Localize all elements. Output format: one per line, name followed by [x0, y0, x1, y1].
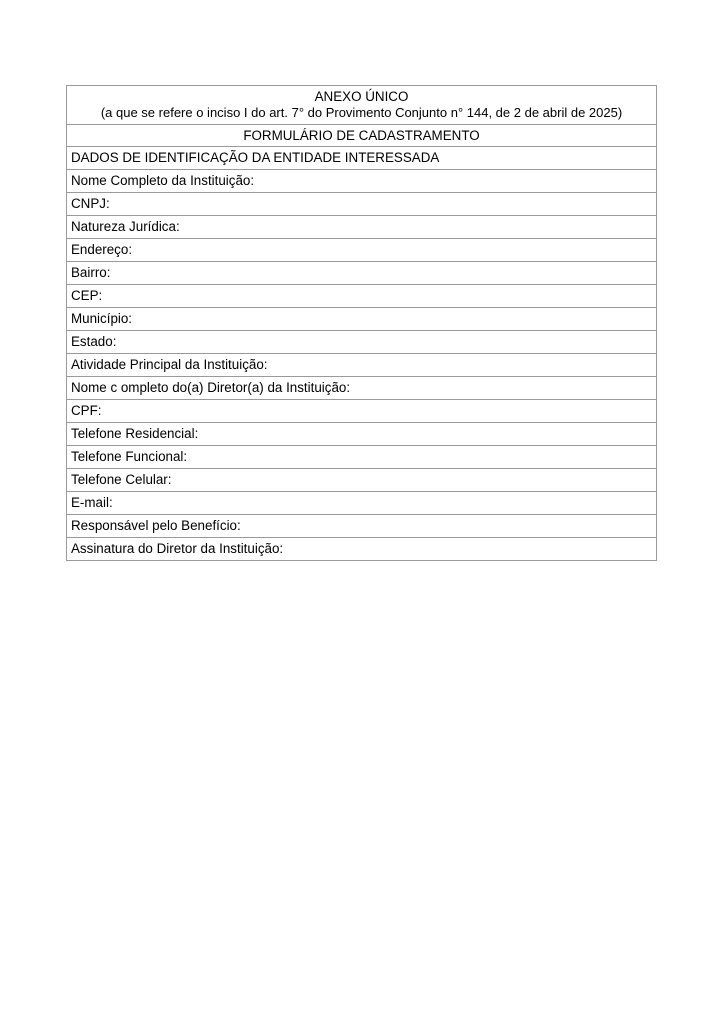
form-title-row — [67, 125, 657, 147]
form-field-row — [67, 423, 657, 446]
form-field-row — [67, 285, 657, 308]
field-cep[interactable]: CEP: — [67, 285, 657, 308]
annex-header-row — [67, 86, 657, 125]
form-field-row — [67, 331, 657, 354]
field-institution-name[interactable]: Nome Completo da Instituição: — [67, 170, 657, 193]
form-field-row — [67, 354, 657, 377]
field-neighborhood[interactable]: Bairro: — [67, 262, 657, 285]
field-cnpj[interactable]: CNPJ: — [67, 193, 657, 216]
field-director-name[interactable]: Nome c ompleto do(a) Diretor(a) da Instituição: — [67, 377, 657, 400]
field-main-activity[interactable]: Atividade Principal da Instituição: — [67, 354, 657, 377]
form-title: FORMULÁRIO DE CADASTRAMENTO — [67, 125, 657, 147]
field-home-phone[interactable]: Telefone Residencial: — [67, 423, 657, 446]
annex-title: ANEXO ÚNICO — [314, 89, 409, 104]
form-field-row — [67, 538, 657, 561]
field-director-signature[interactable]: Assinatura do Diretor da Instituição: — [67, 538, 657, 561]
form-field-row — [67, 262, 657, 285]
form-field-row — [67, 446, 657, 469]
form-field-row — [67, 239, 657, 262]
section-title: DADOS DE IDENTIFICAÇÃO DA ENTIDADE INTERESSADA — [67, 147, 657, 170]
form-field-row — [67, 492, 657, 515]
form-field-row — [67, 308, 657, 331]
annex-header-cell — [67, 86, 657, 125]
field-municipality[interactable]: Município: — [67, 308, 657, 331]
annex-subtitle: (a que se refere o inciso I do art. 7° do Provimento Conjunto n° 144, de 2 de abril de 2025) — [100, 105, 623, 120]
field-state[interactable]: Estado: — [67, 331, 657, 354]
registration-form-table — [66, 85, 657, 561]
form-field-row — [67, 216, 657, 239]
form-field-row — [67, 400, 657, 423]
section-title-row — [67, 147, 657, 170]
form-field-row — [67, 377, 657, 400]
form-field-row — [67, 515, 657, 538]
form-field-row — [67, 469, 657, 492]
field-address[interactable]: Endereço: — [67, 239, 657, 262]
field-work-phone[interactable]: Telefone Funcional: — [67, 446, 657, 469]
field-cell-phone[interactable]: Telefone Celular: — [67, 469, 657, 492]
field-email[interactable]: E-mail: — [67, 492, 657, 515]
field-legal-nature[interactable]: Natureza Jurídica: — [67, 216, 657, 239]
field-benefit-responsible[interactable]: Responsável pelo Benefício: — [67, 515, 657, 538]
form-field-row — [67, 193, 657, 216]
form-field-row — [67, 170, 657, 193]
field-cpf[interactable]: CPF: — [67, 400, 657, 423]
